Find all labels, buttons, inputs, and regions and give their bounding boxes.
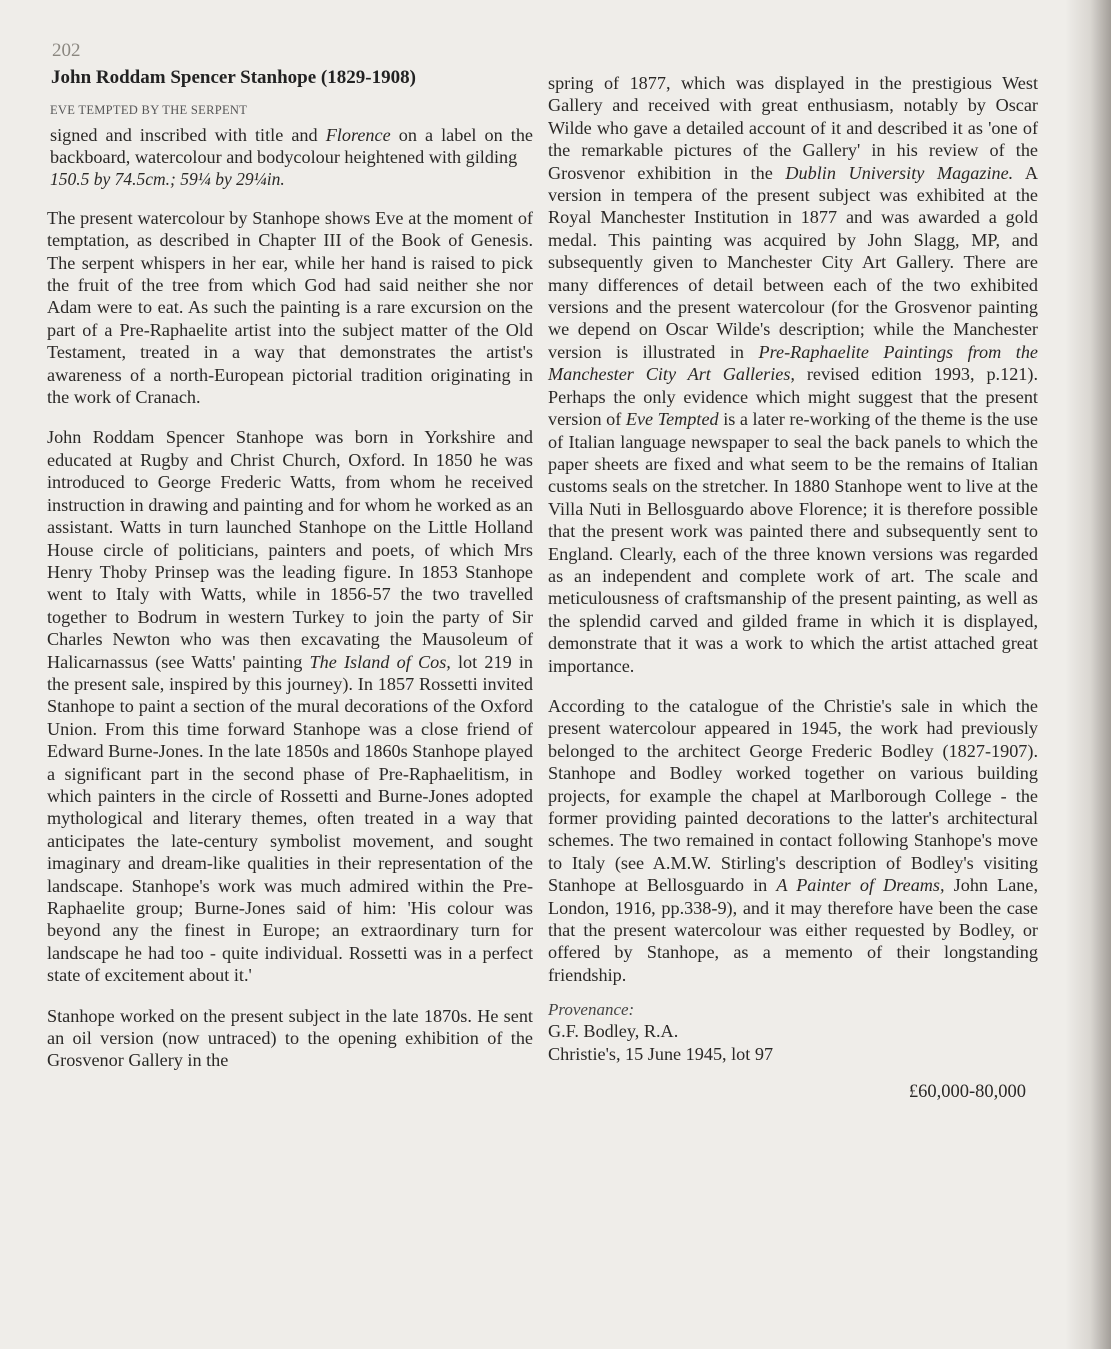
provenance-label: Provenance:	[548, 1000, 635, 1020]
lot-title: EVE TEMPTED BY THE SERPENT	[50, 103, 248, 117]
left-column	[47, 40, 533, 1072]
estimate: £60,000-80,000	[908, 1082, 1026, 1103]
right-column	[548, 72, 1038, 1103]
paragraph-4: According to the catalogue of the Christie's sale in which the present watercolour appeared in 1945, the work had previously belonged to the architect George Frederic Bodley (1827-1907). Stanhope and Bodley worked together on various building projects, for example the chapel at Marlborough College - the former providing painted decorations to the latter's architectural schemes. The two remained in contact following Stanhope's move to Italy (see A.M.W. Stirling's description of Bodley's visiting Stanhope at Bellosguardo in A Painter of Dreams, John Lane, London, 1916, pp.338-9), and it may therefore have been the case that the present watercolour was either requested by Bodley, or offered by Stanhope, as a memento of their longstanding friendship.	[548, 695, 1039, 985]
provenance-line: Christie's, 15 June 1945, lot 97	[548, 1043, 774, 1064]
paragraph-1: The present watercolour by Stanhope shows Eve at the moment of temptation, as described in Chapter III of the Book of Genesis. The serpent whispers in her ear, while her hand is raised to pick the fruit of the tree from which God had said neither she nor Adam were to eat. As such the painting is a rare excursion on the part of a Pre-Raphaelite artist into the subject matter of the Old Testament, treated in a way that demonstrates the artist's awareness of a north-European pictorial tradition originating in the work of Cranach.	[47, 207, 533, 408]
paragraph-3-continued: spring of 1877, which was displayed in the prestigious West Gallery and received with great enthusiasm, notably by Oscar Wilde who gave a detailed account of it and described it as 'one of the remarkable pictures of the Gallery' in his review of the Grosvenor exhibition in the Dublin University Magazine. A version in tempera of the present subject was exhibited at the Royal Manchester Institution in 1877 and was awarded a gold medal. This painting was acquired by John Slagg, MP, and subsequently given to Manchester City Art Gallery. There are many differences of detail between each of the two exhibited versions and the present watercolour (for the Grosvenor painting we depend on Oscar Wilde's description; while the Manchester version is illustrated in Pre-Raphaelite Paintings from the Manchester City Art Galleries, revised edition 1993, p.121). Perhaps the only evidence which might suggest that the present version of Eve Tempted is a later re-working of the theme is the use of Italian language newspaper to seal the back panels to which the paper sheets are fixed and what seem to be the remains of Italian customs seals on the stretcher. In 1880 Stanhope went to live at the Villa Nuti in Bellosguardo above Florence; it is therefore possible that the present work was painted there and subsequently sent to England. Clearly, each of the three known versions was regarded as an independent and complete work of art. The scale and meticulousness of craftsmanship of the present painting, as well as the splendid carved and gilded frame in which it is displayed, demonstrate that it was a work to which the artist attached great importance.	[548, 73, 1038, 676]
artist-heading: John Roddam Spencer Stanhope (1829-1908)	[51, 67, 416, 88]
page-gutter-shadow	[1065, 0, 1111, 1349]
page-number: 202	[52, 40, 81, 61]
paragraph-3-start: Stanhope worked on the present subject in the late 1870s. He sent an oil version (now untraced) to the opening exhibition of the Grosvenor Gallery in the	[47, 1005, 533, 1071]
florence-italic: Florence	[325, 125, 391, 145]
provenance-line: G.F. Bodley, R.A.	[548, 1021, 679, 1042]
measurements: 150.5 by 74.5cm.; 59¼ by 29¼in.	[50, 168, 285, 189]
paragraph-2: John Roddam Spencer Stanhope was born in Yorkshire and educated at Rugby and Christ Church, Oxford. In 1850 he was introduced to George Frederic Watts, from whom he received instruction in drawing and painting and for whom he worked as an assistant. Watts in turn launched Stanhope on the Little Holland House circle of politicians, painters and poets, of which Mrs Henry Thoby Prinsep was the leading figure. In 1853 Stanhope went to Italy with Watts, while in 1856-57 the two travelled together to Bodrum in western Turkey to join the party of Sir Charles Newton who was then excavating the Mausoleum of Halicarnassus (see Watts' painting The Island of Cos, lot 219 in the present sale, inspired by this journey). In 1857 Rossetti invited Stanhope to paint a section of the mural decorations of the Oxford Union. From this time forward Stanhope was a close friend of Edward Burne-Jones. In the late 1850s and 1860s Stanhope played a significant part in the second phase of Pre-Raphaelitism, in which painters in the circle of Rossetti and Burne-Jones adopted mythological and literary themes, often treated in a way that anticipates the late-century symbolist movement, and sought imaginary and dream-like qualities in their representation of the landscape. Stanhope's work was much admired within the Pre-Raphaelite group; Burne-Jones said of him: 'His colour was beyond any the finest in Europe; an extraordinary turn for landscape he had too - quite individual. Rossetti was in a perfect state of excitement about it.'	[47, 427, 533, 986]
description-text: signed and inscribed with title and Florence on a label on the backboard, watercolour and bodycolour heightened with gilding	[50, 125, 534, 168]
island-of-cos-italic: The Island of Cos,	[309, 651, 451, 672]
